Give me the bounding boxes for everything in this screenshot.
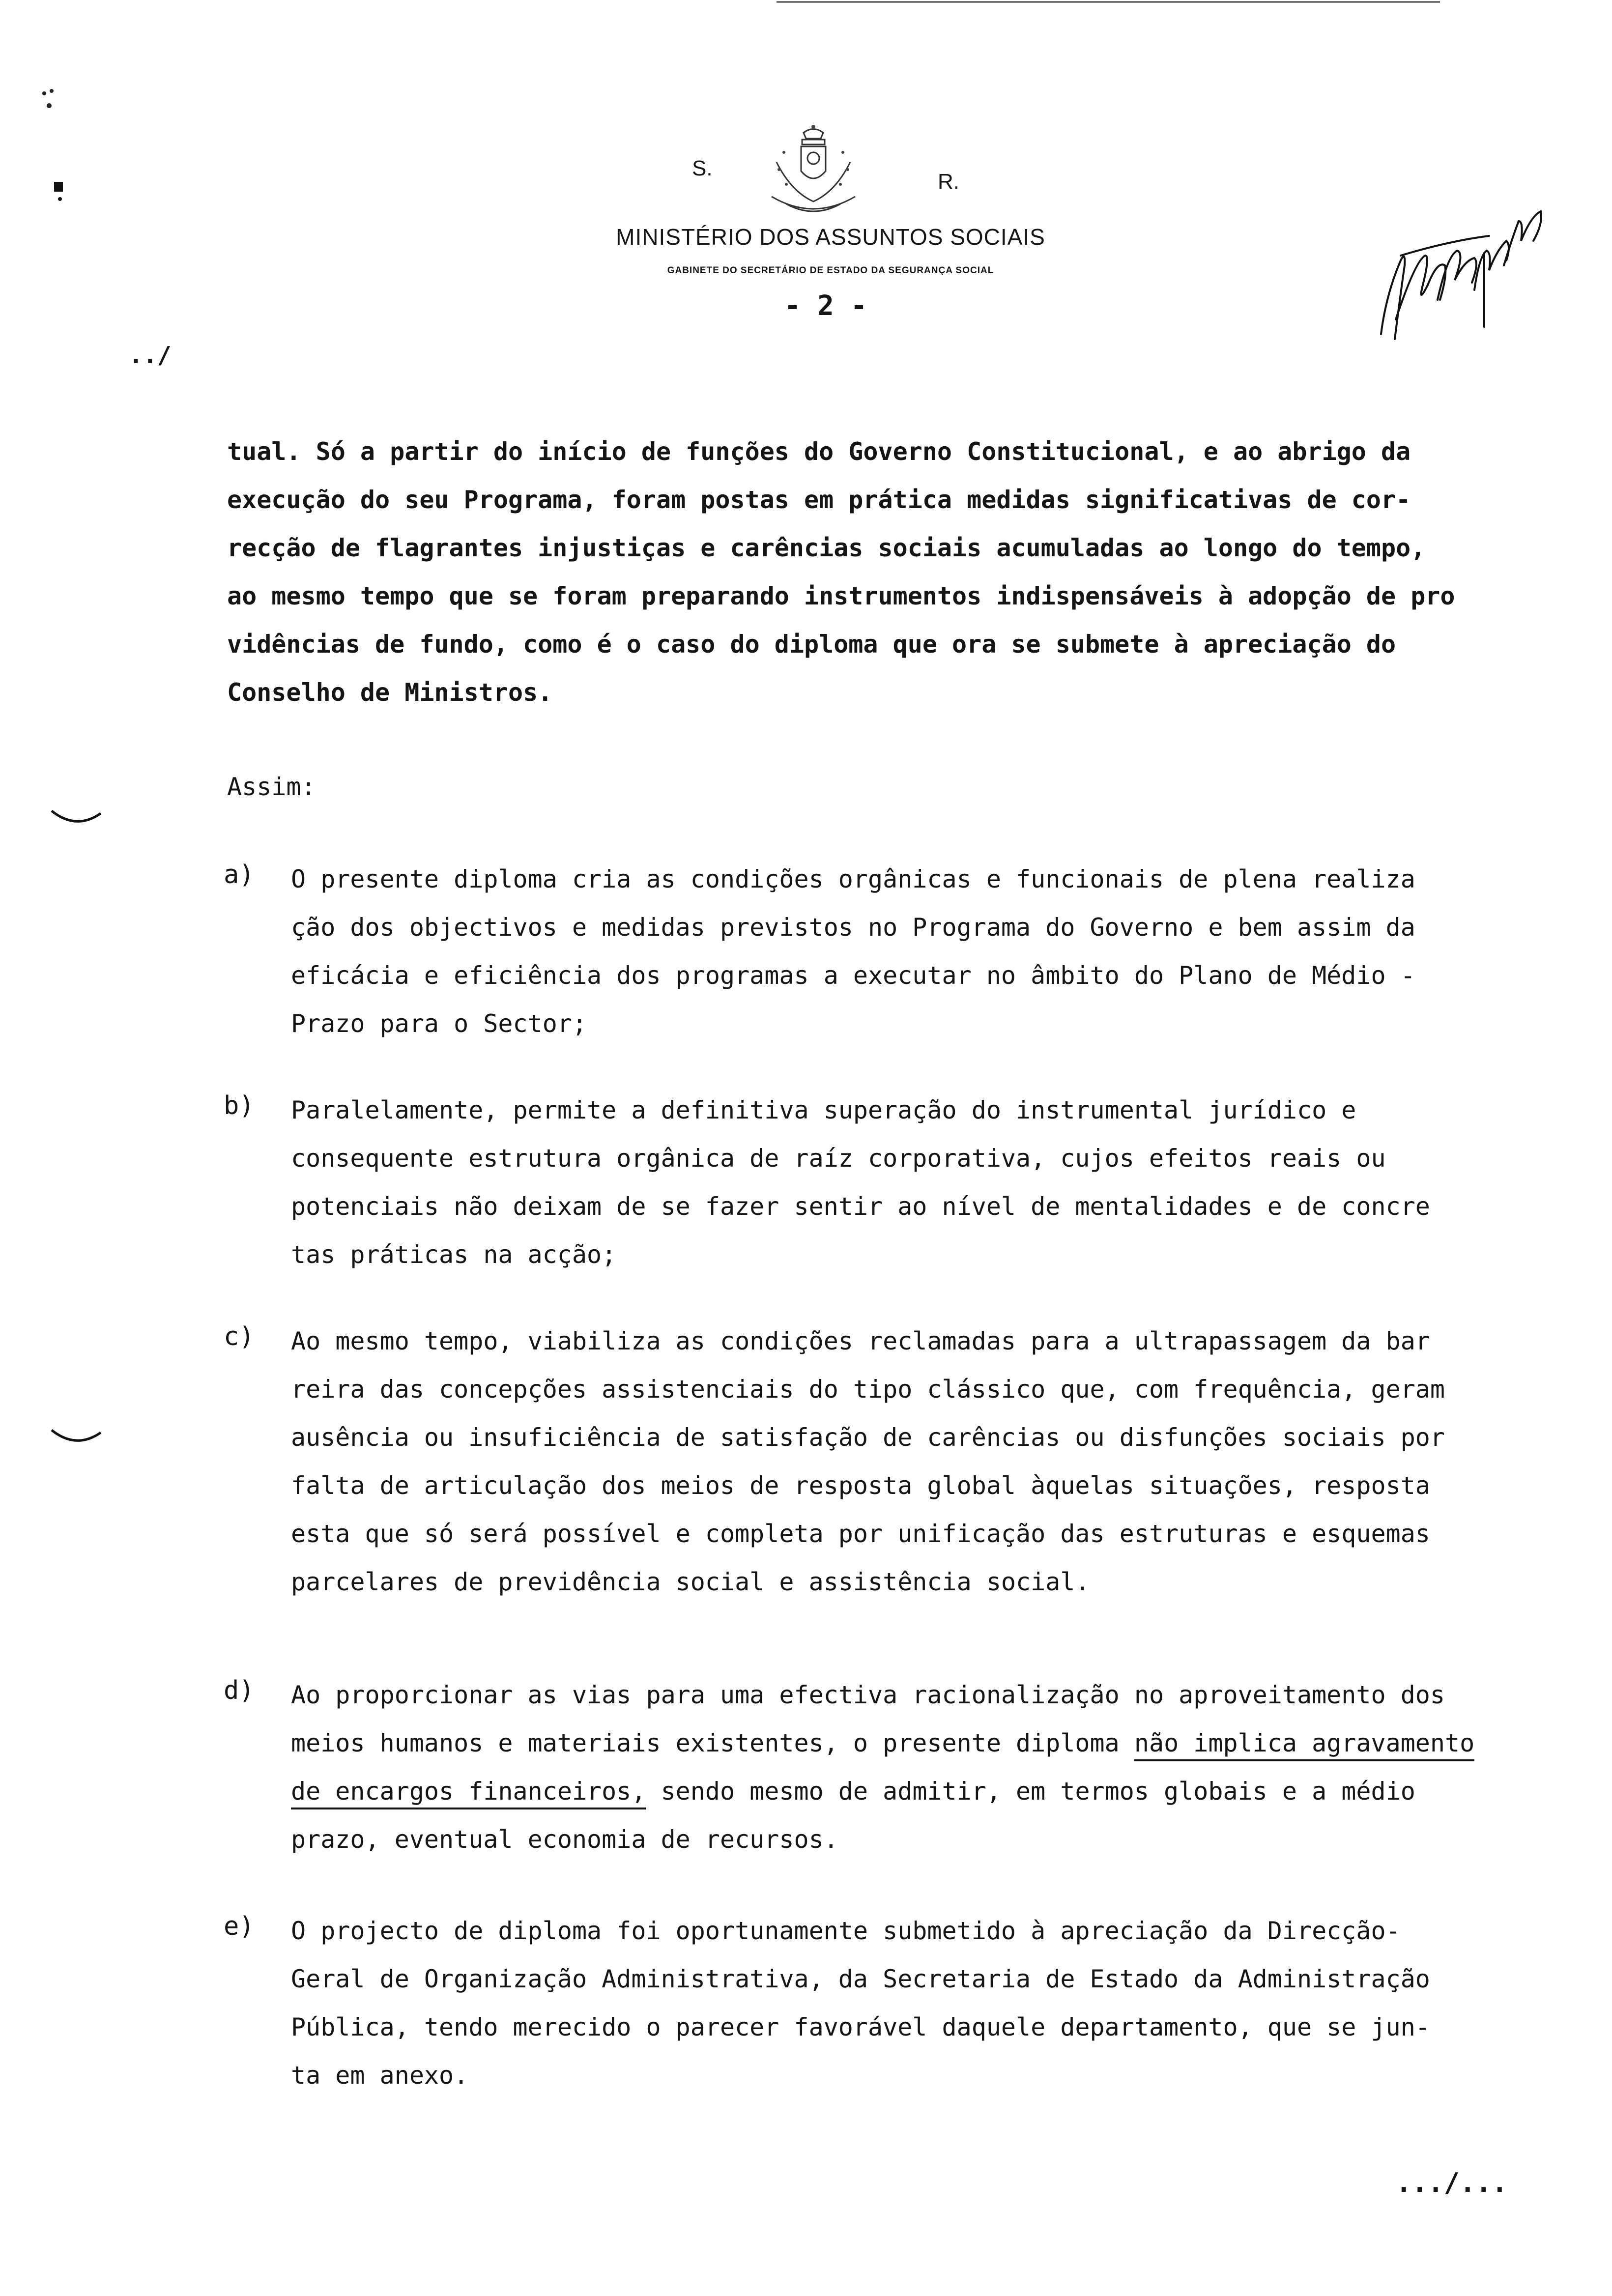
item-letter-a: a)	[224, 860, 255, 890]
office-name: GABINETE DO SECRETÁRIO DE ESTADO DA SEGURANÇA SOCIAL	[667, 265, 994, 276]
item-line: esta que só será possível e completa por unificação das estruturas e esquemas	[291, 1520, 1430, 1548]
item-line: parcelares de previdência social e assistência social.	[291, 1568, 1090, 1596]
list-item-d	[291, 1671, 1612, 1864]
item-line: Prazo para o Sector;	[291, 1009, 587, 1038]
intro-line: recção de flagrantes injustiças e carências sociais acumuladas ao longo do tempo,	[227, 534, 1426, 562]
item-letter-c: c)	[224, 1322, 255, 1351]
item-line: tas práticas na acção;	[291, 1240, 617, 1269]
intro-line: execução do seu Programa, foram postas em prática medidas significativas de cor-	[227, 486, 1411, 514]
item-letter-b: b)	[224, 1091, 255, 1120]
item-letter-e: e)	[224, 1912, 255, 1941]
header-seal-left-letter: S.	[692, 156, 713, 180]
top-edge-line	[0, 0, 1612, 10]
underlined-phrase: não implica agravamento	[1134, 1729, 1474, 1761]
item-line: reira das concepções assistenciais do tipo clássico que, com frequência, geram	[291, 1375, 1445, 1404]
item-line: Ao proporcionar as vias para uma efectiva racionalização no aproveitamento dos	[291, 1681, 1445, 1709]
item-line: consequente estrutura orgânica de raíz corporativa, cujos efeitos reais ou	[291, 1144, 1386, 1173]
item-line: Ao mesmo tempo, viabiliza as condições reclamadas para a ultrapassagem da bar	[291, 1327, 1430, 1355]
item-text-span: meios humanos e materiais existentes, o presente diploma	[291, 1729, 1134, 1757]
item-line: eficácia e eficiência dos programas a executar no âmbito do Plano de Médio -	[291, 961, 1415, 990]
continuation-to-marker: .../...	[1396, 2167, 1508, 2198]
intro-line: ao mesmo tempo que se foram preparando instrumentos indispensáveis à adopção de pro	[227, 582, 1455, 610]
item-text-span: sendo mesmo de admitir, em termos globais e a médio	[646, 1777, 1415, 1806]
intro-line: Conselho de Ministros.	[227, 678, 553, 707]
item-line	[291, 1719, 1612, 1767]
list-item-e	[291, 1907, 1612, 2099]
item-line: prazo, eventual economia de recursos.	[291, 1825, 838, 1854]
margin-mark	[39, 86, 59, 125]
page-number: - 2 -	[784, 290, 867, 322]
item-line: ta em anexo.	[291, 2061, 469, 2090]
margin-hole-mark	[49, 1425, 103, 1450]
item-line: falta de articulação dos meios de resposta global àquelas situações, resposta	[291, 1471, 1430, 1500]
item-line: ausência ou insuficiência de satisfação de carências ou disfunções sociais por	[291, 1423, 1445, 1452]
coat-of-arms-seal	[757, 123, 870, 221]
list-item-b	[291, 1086, 1612, 1279]
margin-hole-mark	[49, 806, 103, 831]
handwritten-signature	[1371, 206, 1558, 364]
list-item-a	[291, 855, 1612, 1048]
item-line: potenciais não deixam de se fazer sentir ao nível de mentalidades e de concre	[291, 1192, 1430, 1221]
header-seal-right-letter: R.	[938, 170, 959, 194]
margin-mark	[49, 177, 69, 206]
item-letter-d: d)	[224, 1676, 255, 1705]
underlined-phrase: de encargos financeiros,	[291, 1777, 646, 1809]
item-line: O presente diploma cria as condições orgânicas e funcionais de plena realiza	[291, 865, 1415, 893]
intro-line: vidências de fundo, como é o caso do diploma que ora se submete à apreciação do	[227, 630, 1396, 659]
intro-line: tual. Só a partir do início de funções do Governo Constitucional, e ao abrigo da	[227, 437, 1411, 466]
item-line: Paralelamente, permite a definitiva superação do instrumental jurídico e	[291, 1096, 1356, 1124]
continuation-from-marker: ../	[129, 342, 172, 369]
section-heading: Assim:	[227, 773, 316, 801]
item-line: Geral de Organização Administrativa, da Secretaria de Estado da Administração	[291, 1965, 1430, 1993]
item-line: O projecto de diploma foi oportunamente submetido à apreciação da Direcção-	[291, 1917, 1401, 1945]
ministry-name: MINISTÉRIO DOS ASSUNTOS SOCIAIS	[616, 224, 1045, 250]
intro-paragraph	[227, 428, 1554, 717]
list-item-c	[291, 1317, 1612, 1606]
item-line: ção dos objectivos e medidas previstos no Programa do Governo e bem assim da	[291, 913, 1415, 942]
item-line	[291, 1767, 1612, 1815]
item-line: Pública, tendo merecido o parecer favorável daquele departamento, que se jun-	[291, 2013, 1430, 2041]
